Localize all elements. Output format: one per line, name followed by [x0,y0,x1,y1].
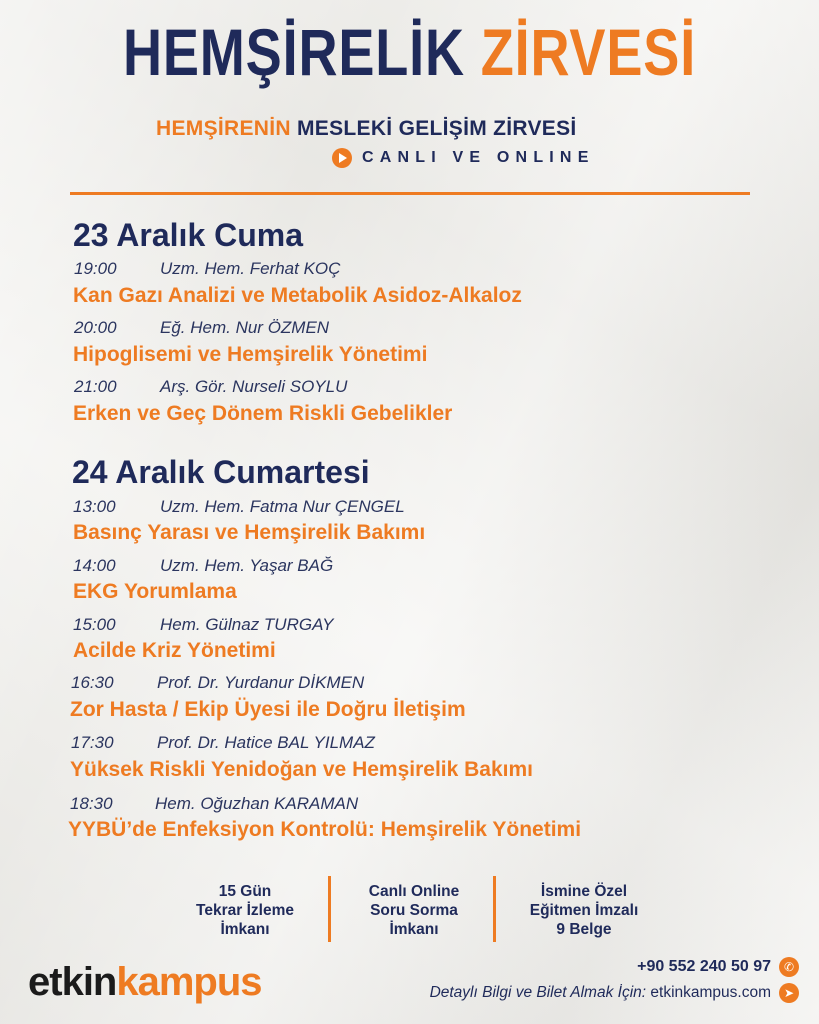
session-speaker: Hem. Gülnaz TURGAY [160,615,334,634]
feature-live-qa [340,882,488,939]
subtitle-part1: HEMŞİRENİN [156,117,291,140]
main-title-part2: ZİRVESİ [480,15,697,89]
subtitle [156,117,577,141]
session-time: 21:00 [74,377,117,396]
session-topic: YYBÜ’de Enfeksiyon Kontrolü: Hemşirelik Yönetimi [68,818,582,841]
session-speaker: Arş. Gör. Nurseli SOYLU [160,377,348,396]
session-speaker: Eğ. Hem. Nur ÖZMEN [160,318,330,337]
logo-part1: etkin [28,960,117,1004]
feature-line: İmkanı [220,921,270,938]
info-label: Detaylı Bilgi ve Bilet Almak İçin: [429,984,647,1001]
session-speaker: Hem. Oğuzhan KARAMAN [155,794,359,813]
feature-line: 9 Belge [556,921,612,938]
info-text [430,984,771,1002]
logo-part2: kampus [116,960,262,1004]
session-topic: Zor Hasta / Ekip Üyesi ile Doğru İletişim [70,698,466,721]
session-topic: Hipoglisemi ve Hemşirelik Yönetimi [73,343,428,366]
day-title-2: 24 Aralık Cumartesi [72,454,370,490]
session-time: 19:00 [74,259,117,278]
feature-certificates [500,882,668,939]
session-speaker: Uzm. Hem. Fatma Nur ÇENGEL [160,497,405,516]
send-icon: ➤ [779,983,799,1003]
session-topic: Yüksek Riskli Yenidoğan ve Hemşirelik Bakımı [70,758,534,781]
live-online-label: CANLI VE ONLINE [362,149,595,166]
etkinkampus-logo [28,960,262,1005]
features-row [170,876,670,946]
session-time: 14:00 [73,556,116,575]
session-topic: Basınç Yarası ve Hemşirelik Bakımı [73,521,426,544]
main-title-part1: HEMŞİRELİK [122,15,465,89]
session-speaker: Uzm. Hem. Yaşar BAĞ [160,556,334,575]
session-topic: Erken ve Geç Dönem Riskli Gebelikler [73,402,453,425]
phone-row[interactable] [637,957,799,977]
session-time: 16:30 [71,673,114,692]
day-title-1: 23 Aralık Cuma [73,217,304,253]
feature-line: Soru Sorma [370,902,458,919]
feature-line: 15 Gün [218,883,272,900]
session-speaker: Prof. Dr. Hatice BAL YILMAZ [157,733,375,752]
header [0,10,819,94]
session-topic: EKG Yorumlama [73,580,237,603]
session-time: 17:30 [71,733,114,752]
feature-divider [328,876,331,942]
session-time: 15:00 [73,615,116,634]
session-speaker: Uzm. Hem. Ferhat KOÇ [160,259,341,278]
main-title [74,10,746,94]
session-time: 13:00 [73,497,116,516]
phone-number[interactable]: +90 552 240 50 97 [637,958,771,975]
live-online-row [332,148,595,168]
website-link[interactable]: etkinkampus.com [650,984,771,1001]
feature-line: İmkanı [389,921,439,938]
feature-line: Canlı Online [368,883,460,900]
session-topic: Kan Gazı Analizi ve Metabolik Asidoz-Alkaloz [73,284,522,307]
header-divider [70,192,750,195]
phone-icon: ✆ [779,957,799,977]
session-speaker: Prof. Dr. Yurdanur DİKMEN [157,673,365,692]
feature-replay [170,882,320,939]
info-row [430,983,799,1003]
play-circle-icon [332,148,352,168]
feature-divider [493,876,496,942]
feature-line: Eğitmen İmzalı [529,902,639,919]
session-topic: Acilde Kriz Yönetimi [73,639,276,662]
feature-line: İsmine Özel [540,883,628,900]
session-time: 18:30 [70,794,113,813]
session-time: 20:00 [74,318,117,337]
subtitle-part2: MESLEKİ GELİŞİM ZİRVESİ [297,117,577,140]
feature-line: Tekrar İzleme [196,902,294,919]
